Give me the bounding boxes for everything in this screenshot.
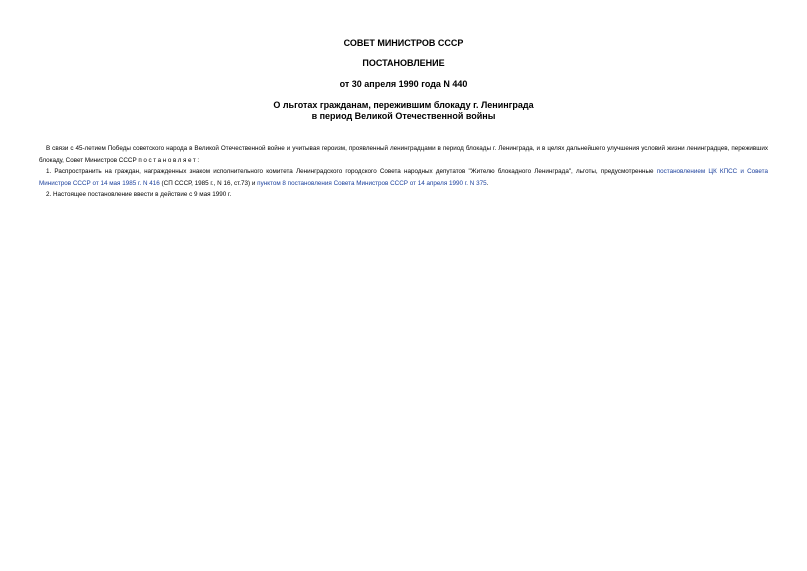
document-title <box>0 100 807 122</box>
clause-1-end: . <box>486 179 489 187</box>
document-title-line2: в период Великой Отечественной войны <box>311 111 496 121</box>
clause-2-paragraph <box>39 189 768 201</box>
resolves-word: постановляет <box>138 156 198 164</box>
issuing-authority: СОВЕТ МИНИСТРОВ СССР <box>343 38 464 48</box>
preamble-paragraph <box>39 143 768 166</box>
link-resolution-1985-416[interactable]: постановлением ЦК КПСС и Совета Министров СССР от 14 мая 1985 г. N 416 <box>39 168 769 187</box>
preamble-colon: : <box>197 156 200 164</box>
document-body <box>39 143 768 201</box>
clause-1-text: 1. Распространить на граждан, награжденных знаком исполнительного комитета Ленинградского городского Совета народных депутатов "Жителю блокадного Ленинграда", льготы, предусмотренные <box>46 168 657 175</box>
clause-1-mid-text: (СП СССР, 1985 г., N 16, ст.73) и <box>159 179 258 187</box>
document-date-number: от 30 апреля 1990 года N 440 <box>339 79 468 89</box>
clause-2-text: 2. Настоящее постановление ввести в действие с 9 мая 1990 г. <box>46 191 232 198</box>
document-title-line1: О льготах гражданам, пережившим блокаду г. Ленинграда <box>273 100 534 110</box>
link-resolution-1990-375[interactable]: пунктом 8 постановления Совета Министров СССР от 14 апреля 1990 г. N 375 <box>257 179 487 187</box>
clause-1-paragraph <box>39 166 768 189</box>
document-type: ПОСТАНОВЛЕНИЕ <box>362 58 445 68</box>
preamble-text: В связи с 45-летием Победы советского народа в Великой Отечественной войне и учитывая героизм, проявленный ленинградцами в период блокады г. Ленинграда, и в целях дальнейшего улучшения условий жизни ленинградцев, переживших блокаду, Совет Министров СССР <box>39 145 768 164</box>
